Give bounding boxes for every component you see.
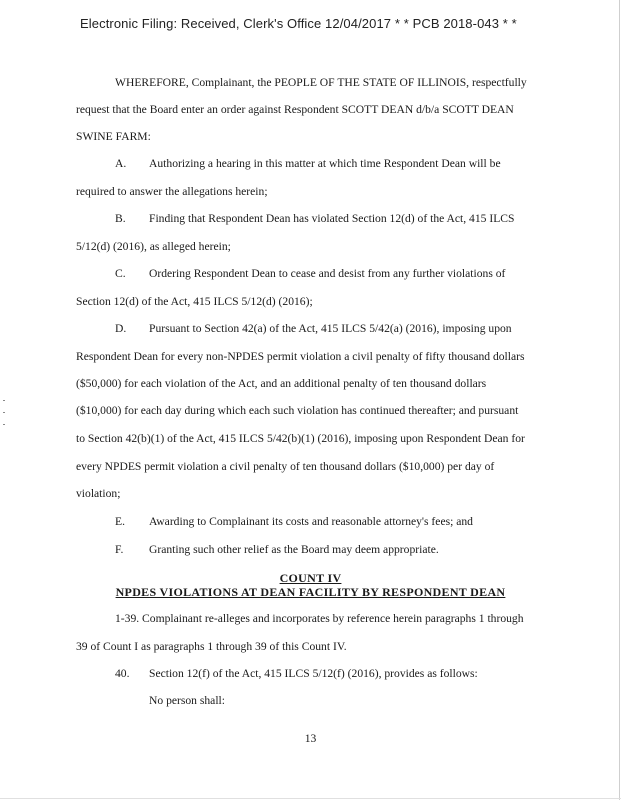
- para-1-39-line-2: 39 of Count I as paragraphs 1 through 39 of this Count IV.: [76, 640, 347, 653]
- item-a-continuation: required to answer the allegations herein;: [76, 185, 268, 198]
- item-f-text: Granting such other relief as the Board may deem appropriate.: [149, 543, 439, 556]
- para-1-39-line-1: 1-39. Complainant re-alleges and incorporates by reference herein paragraphs 1 through: [115, 612, 524, 625]
- item-e-label: E.: [115, 515, 125, 528]
- para-40-label: 40.: [115, 667, 130, 680]
- item-d-continuation-3: ($10,000) for each day during which each such violation has continued thereafter; and pursuant: [76, 404, 519, 417]
- item-b-text: Finding that Respondent Dean has violated Section 12(d) of the Act, 415 ILCS: [149, 212, 515, 225]
- scan-tick-mark: [3, 424, 5, 425]
- filing-stamp-header: Electronic Filing: Received, Clerk's Office 12/04/2017 * * PCB 2018-043 * *: [80, 16, 517, 31]
- item-b-continuation: 5/12(d) (2016), as alleged herein;: [76, 240, 231, 253]
- item-d-label: D.: [115, 322, 127, 335]
- item-c-text: Ordering Respondent Dean to cease and desist from any further violations of: [149, 267, 506, 280]
- page-number: 13: [304, 732, 317, 745]
- wherefore-line-2: request that the Board enter an order against Respondent SCOTT DEAN d/b/a SCOTT DEAN: [76, 103, 514, 116]
- wherefore-line-3: SWINE FARM:: [76, 130, 151, 143]
- para-40-text: Section 12(f) of the Act, 415 ILCS 5/12(f) (2016), provides as follows:: [149, 667, 478, 680]
- scan-edge-right: [619, 0, 620, 800]
- item-a-label: A.: [115, 157, 127, 170]
- item-c-continuation: Section 12(d) of the Act, 415 ILCS 5/12(d) (2016);: [76, 295, 313, 308]
- item-d-continuation-5: every NPDES permit violation a civil penalty of ten thousand dollars ($10,000) per day of: [76, 460, 495, 473]
- item-a-text: Authorizing a hearing in this matter at which time Respondent Dean will be: [149, 157, 501, 170]
- item-f-label: F.: [115, 543, 124, 556]
- scan-tick-mark: [3, 400, 5, 401]
- item-d-continuation-1: Respondent Dean for every non-NPDES permit violation a civil penalty of fifty thousand dollars: [76, 350, 525, 363]
- item-d-continuation-2: ($50,000) for each violation of the Act, and an additional penalty of ten thousand dollars: [76, 377, 487, 390]
- count-subheading: NPDES VIOLATIONS AT DEAN FACILITY BY RESPONDENT DEAN: [115, 585, 506, 599]
- item-e-text: Awarding to Complainant its costs and reasonable attorney's fees; and: [149, 515, 473, 528]
- item-b-label: B.: [115, 212, 126, 225]
- item-d-continuation-4: to Section 42(b)(1) of the Act, 415 ILCS 5/42(b)(1) (2016), imposing upon Respondent Dean for: [76, 432, 525, 445]
- count-heading: COUNT IV: [279, 571, 342, 585]
- scan-edge-bottom: [0, 798, 621, 799]
- item-c-label: C.: [115, 267, 126, 280]
- para-40-quote: No person shall:: [149, 694, 225, 707]
- scan-tick-mark: [3, 412, 5, 413]
- item-d-text: Pursuant to Section 42(a) of the Act, 415 ILCS 5/42(a) (2016), imposing upon: [149, 322, 512, 335]
- item-d-continuation-6: violation;: [76, 487, 121, 500]
- wherefore-line-1: WHEREFORE, Complainant, the PEOPLE OF THE STATE OF ILLINOIS, respectfully: [115, 76, 527, 89]
